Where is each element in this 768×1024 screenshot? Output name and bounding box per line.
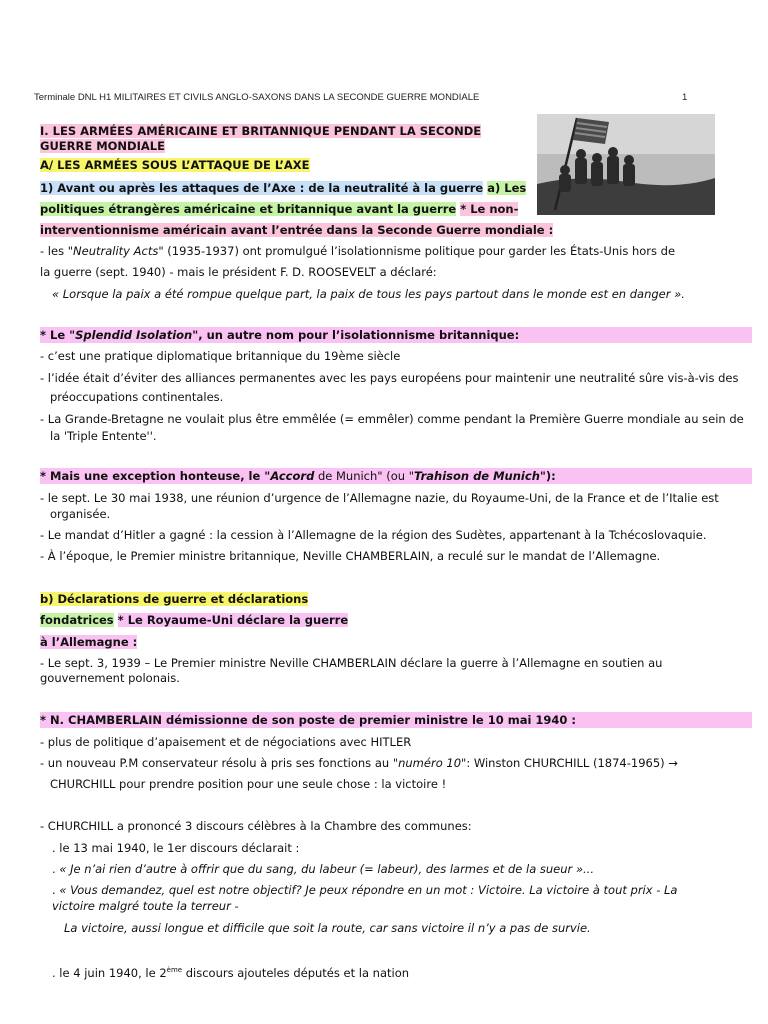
list-item: - Le sept. 3, 1939 – Le Premier ministre Neville CHAMBERLAIN déclare la guerre à l’Allemagne en soutien au [40, 656, 663, 670]
text-fragment: . [52, 862, 60, 876]
heading-a-start: a) Les [487, 181, 527, 195]
text-fragment: * Le " [40, 328, 76, 342]
declarations-title-line1: b) Déclarations de guerre et déclarations [40, 592, 309, 606]
neutrality-line-2: la guerre (sept. 1940) - mais le président F. D. ROOSEVELT a déclaré: [40, 265, 437, 279]
heading-a-line [40, 201, 518, 217]
list-item: - À l’époque, le Premier ministre britannique, Neville CHAMBERLAIN, a reculé sur le mandat de l’Allemagne. [40, 549, 661, 563]
speech-1: . le 13 mai 1940, le 1er discours déclarait : [52, 841, 300, 855]
declarations-heading-line2 [40, 612, 348, 628]
subsection-heading [40, 157, 310, 173]
uk-declares-heading: * Le Royaume-Uni déclare la guerre [117, 613, 349, 627]
list-item-continuation: gouvernement polonais. [40, 671, 180, 685]
uk-declares-line2 [40, 634, 137, 650]
declarations-heading [40, 591, 308, 607]
list-item: - Le mandat d’Hitler a gagné : la cession à l’Allemagne de la région des Sudètes, appartenant à la Tchécoslovaquie. [40, 528, 707, 542]
text-fragment: ": Winston CHURCHILL (1874-1965) → [461, 756, 678, 770]
list-item: - La Grande-Bretagne ne voulait plus être emmêlée (= emmêler) comme pendant la Première Guerre mondiale au sein de [40, 412, 744, 426]
subsection-title: A/ LES ARMÉES SOUS L’ATTAQUE DE L’AXE [40, 158, 310, 172]
section-title-line2: GUERRE MONDIALE [40, 139, 165, 153]
document-header-title: Terminale DNL H1 MILITAIRES ET CIVILS ANGLO-SAXONS DANS LA SECONDE GUERRE MONDIALE [34, 92, 480, 103]
speech-2 [52, 962, 409, 981]
uk-declares-heading-line2: à l’Allemagne : [40, 635, 138, 649]
neutrality-acts-line [40, 243, 675, 259]
trahison-term: Trahison de Munich [414, 469, 540, 483]
text-fragment: - les " [40, 244, 74, 258]
list-item: - c’est une pratique diplomatique britannique du 19ème siècle [40, 349, 401, 363]
quote-2-line [52, 882, 677, 898]
ordinal-suffix: ème [166, 966, 183, 974]
numero-10-term: numéro 10 [398, 756, 462, 770]
text-fragment: " (1935-1937) ont promulgué l’isolationnisme politique pour garder les États-Unis hors de [158, 244, 676, 258]
list-item-continuation: CHURCHILL pour prendre position pour une seule chose : la victoire ! [50, 777, 447, 791]
quote-2: « Vous demandez, quel est notre objectif? Je peux répondre en un mot : Victoire. La victoire à tout prix - La [59, 883, 678, 897]
text-fragment: * Mais une exception honteuse, le " [40, 469, 271, 483]
list-item-continuation: préoccupations continentales. [50, 390, 224, 404]
declarations-title-line2: fondatrices [40, 613, 114, 627]
quote-1: « Je n’ai rien d’autre à offrir que du sang, du labeur (= labeur), des larmes et de la sueur »... [59, 862, 594, 876]
text-fragment: "): [539, 469, 556, 483]
splendid-isolation-heading [40, 327, 752, 343]
neutrality-acts-term: Neutrality Acts [73, 244, 159, 258]
heading-1-line [40, 180, 526, 196]
text-fragment: . [52, 883, 60, 897]
non-interv-line [40, 222, 553, 238]
accord-term: Accord [270, 469, 315, 483]
list-item: - plus de politique d’apaisement et de négociations avec HITLER [40, 735, 412, 749]
heading-foreign-policies: politiques étrangères américaine et britannique avant la guerre [40, 202, 457, 216]
resignation-heading: * N. CHAMBERLAIN démissionne de son poste de premier ministre le 10 mai 1940 : [40, 712, 752, 728]
text-fragment: discours ajouteles députés et la nation [182, 965, 410, 980]
list-item: - l’idée était d’éviter des alliances permanentes avec les pays européens pour maintenir une neutralité sûre vis-à-vis des [40, 371, 739, 385]
list-item-continuation: organisée. [50, 507, 111, 521]
text-fragment: de Munich" (ou " [314, 469, 414, 483]
section-heading-line2 [40, 138, 165, 154]
munich-heading [40, 468, 752, 484]
quote-1-line [52, 861, 594, 877]
list-item-continuation: la 'Triple Entente''. [50, 429, 157, 443]
heading-non-interventionism: interventionnisme américain avant l’entrée dans la Seconde Guerre mondiale : [40, 223, 554, 237]
quote-3: La victoire, aussi longue et difficile que soit la route, car sans victoire il n’y a pas de survie. [64, 921, 591, 935]
churchill-intro: - CHURCHILL a prononcé 3 discours célèbres à la Chambre des communes: [40, 819, 472, 833]
quote-2-continuation: victoire malgré toute la terreur - [52, 899, 239, 913]
section-title-line1: I. LES ARMÉES AMÉRICAINE ET BRITANNIQUE PENDANT LA SECONDE [40, 124, 482, 138]
text-fragment: - un nouveau P.M conservateur résolu à pris ses fonctions au " [40, 756, 399, 770]
text-fragment: ", un autre nom pour l’isolationnisme britannique: [192, 328, 520, 342]
flag-raising-photo-icon [537, 114, 715, 215]
section-heading [40, 123, 481, 139]
splendid-isolation-term: Splendid Isolation [75, 328, 193, 342]
list-item [40, 755, 678, 771]
roosevelt-quote: « Lorsque la paix a été rompue quelque part, la paix de tous les pays partout dans le monde est en danger ». [52, 287, 685, 301]
text-fragment: . le 4 juin 1940, le 2 [52, 965, 167, 980]
heading-non-interv-start: * Le non- [460, 202, 519, 216]
heading-neutrality: 1) Avant ou après les attaques de l’Axe : de la neutralité à la guerre [40, 181, 484, 195]
list-item: - le sept. Le 30 mai 1938, une réunion d’urgence de l’Allemagne nazie, du Royaume-Uni, de la France et de l’Italie est [40, 491, 719, 505]
page-number: 1 [682, 92, 688, 103]
